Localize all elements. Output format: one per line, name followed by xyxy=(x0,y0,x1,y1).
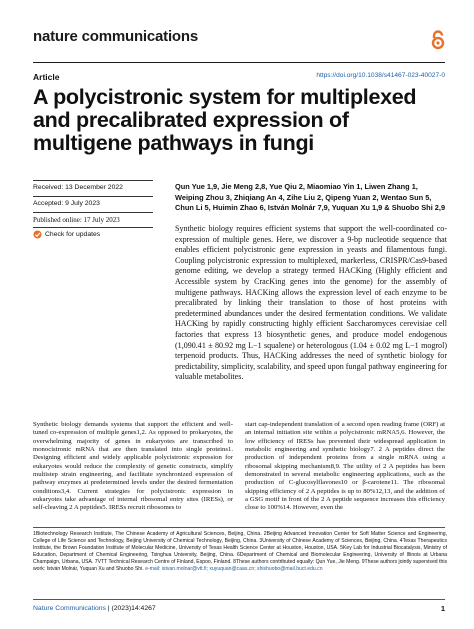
article-title: A polycistronic system for multiplexed and precalibrated expression of multigene pathways in fungi xyxy=(33,85,417,155)
received-date: Received: 13 December 2022 xyxy=(33,184,123,191)
footer-journal-link[interactable]: Nature Communications xyxy=(33,605,106,612)
accepted-date: Accepted: 9 July 2023 xyxy=(33,200,100,207)
meta-divider xyxy=(33,227,153,228)
check-updates-icon xyxy=(33,230,42,239)
header-rule xyxy=(33,62,445,63)
body-column-left: Synthetic biology demands systems that support the efficient and well-tuned co-expression of multiple genes1,2. As opposed to prokaryotes, the overwhelming majority of genes in eukaryotes are transcribed to monocistronic mRNA that are then translated into single proteins1. Designing efficient and widely applicable polycistronic expression for eukaryotes would reduce the complexity of genetic constructs, simplify multistep strain engineering, and facilitate synchronized expression of pathway enzymes at predetermined levels under the desired fermentation conditions3,4. Current strategies for polycistronic expression in eukaryotes take advantage of internal ribosomal entry sites (IRESs), or self-cleaving 2 A peptides5. IRESs recruit ribosomes to xyxy=(33,421,233,512)
email-contacts[interactable]: e-mail: istvan.molnar@vtt.fi; xuyuquan@caas.cn; shishuobo@mail.buct.edu.cn xyxy=(145,566,323,573)
body-column-right: start cap-independent translation of a second open reading frame (ORF) at an internal initiation site within a polycistronic mRNA5,6. However, the low efficiency of IRESs has prevented their widespread application in metabolic engineering and synthetic biology7. 2 A peptides direct the production of independent proteins from a single mRNA using a ribosomal skipping mechanism8,9. The utility of 2 A peptides has been demonstrated in several metabolic engineering applications, such as the production of C-glucosylflavones10 or β-carotene11. The ribosomal skipping efficiency of 2 A peptides is up to 80%12,13, and the addition of a GSG motif in front of the 2 A peptide sequence increases this efficiency close to 100%14. However, even the xyxy=(245,421,445,512)
affiliations xyxy=(33,531,447,574)
footer-citation xyxy=(33,605,156,612)
doi-link[interactable]: https://doi.org/10.1038/s41467-023-40027-0 xyxy=(316,72,445,79)
meta-divider xyxy=(33,212,153,213)
meta-divider xyxy=(33,196,153,197)
footer-volume: | (2023)14:4267 xyxy=(105,605,156,612)
author-list: Qun Yue 1,9, Jie Meng 2,8, Yue Qiu 2, Miaomiao Yin 1, Liwen Zhang 1, Weiping Zhou 3, Zhiqiang An 4, Zihe Liu 2, Qipeng Yuan 2, Wentao Sun 5, Chun Li 5, Huimin Zhao 6, István Molnár 7,9, Yuquan Xu 1,9 & Shuobo Shi 2,9 xyxy=(175,182,446,213)
check-updates-label: Check for updates xyxy=(45,231,101,238)
affiliations-text: 1Biotechnology Research Institute, The Chinese Academy of Agricultural Sciences, Beijing, China. 2Beijing Advanced Innovation Center for Soft Matter Science and Engineering, College of Life Science and Technology, Beijing University of Chemical Technology, Beijing, China. 3University of Chinese Academy of Sciences, Beijing, China. 4Texas Therapeutics Institute, the Brown Foundation Institute of Molecular Medicine, University of Texas Health Science Center at Houston, Houston, USA. 5Key Lab for Industrial Biocatalysis, Ministry of Education, Department of Chemical Engineering, Tsinghua University, Beijing, China. 6Department of Chemical and Biomolecular Engineering, University of Illinois at Urbana Champaign, Urbana, USA. 7VTT Technical Research Centre of Finland, Espoo, Finland. 8These authors contributed equally: Qun Yue, Jie Meng. 9These authors jointly supervised this work: István Molnár, Yuquan Xu and Shuobo Shi. xyxy=(33,531,447,573)
article-type-label: Article xyxy=(33,72,60,82)
footer-divider xyxy=(33,599,445,600)
journal-name: nature communications xyxy=(33,28,198,45)
affiliations-divider xyxy=(33,527,445,528)
check-for-updates-button[interactable] xyxy=(33,230,100,239)
open-access-icon xyxy=(430,30,446,50)
page-number: 1 xyxy=(440,604,445,613)
abstract: Synthetic biology requires efficient systems that support the well-coordinated co-expression of multiple genes. Here, we discover a 9-bp nucleotide sequence that enables efficient polycistronic gene expression in yeasts and filamentous fungi. Coupling polycistronic expression to multiplexed, markerless, CRISPR/Cas9-based genome editing, we develop a strategy termed HACKing (Highly efficient and Accessible system by CracKing genes into the genome) for the assembly of multigene pathways. HACKing allows the expression level of each enzyme to be precalibrated by linking their translation to those of host proteins with predetermined abundances under the desired fermentation conditions. We validate HACKing by rapidly constructing highly efficient Saccharomyces cerevisiae cell factories that express 13 biosynthetic genes, and produce model endogenous (1,090.41 ± 80.92 mg L−1 squalene) or heterologous (1.04 ± 0.02 mg L−1 mogrol) terpenoid products. Thus, HACKing addresses the need of synthetic biology for predictability, simplicity, scalability, and speed upon fungal pathway engineering for valuable metabolites. xyxy=(175,224,447,382)
meta-divider xyxy=(33,180,153,181)
published-date: Published online: 17 July 2023 xyxy=(33,216,120,224)
